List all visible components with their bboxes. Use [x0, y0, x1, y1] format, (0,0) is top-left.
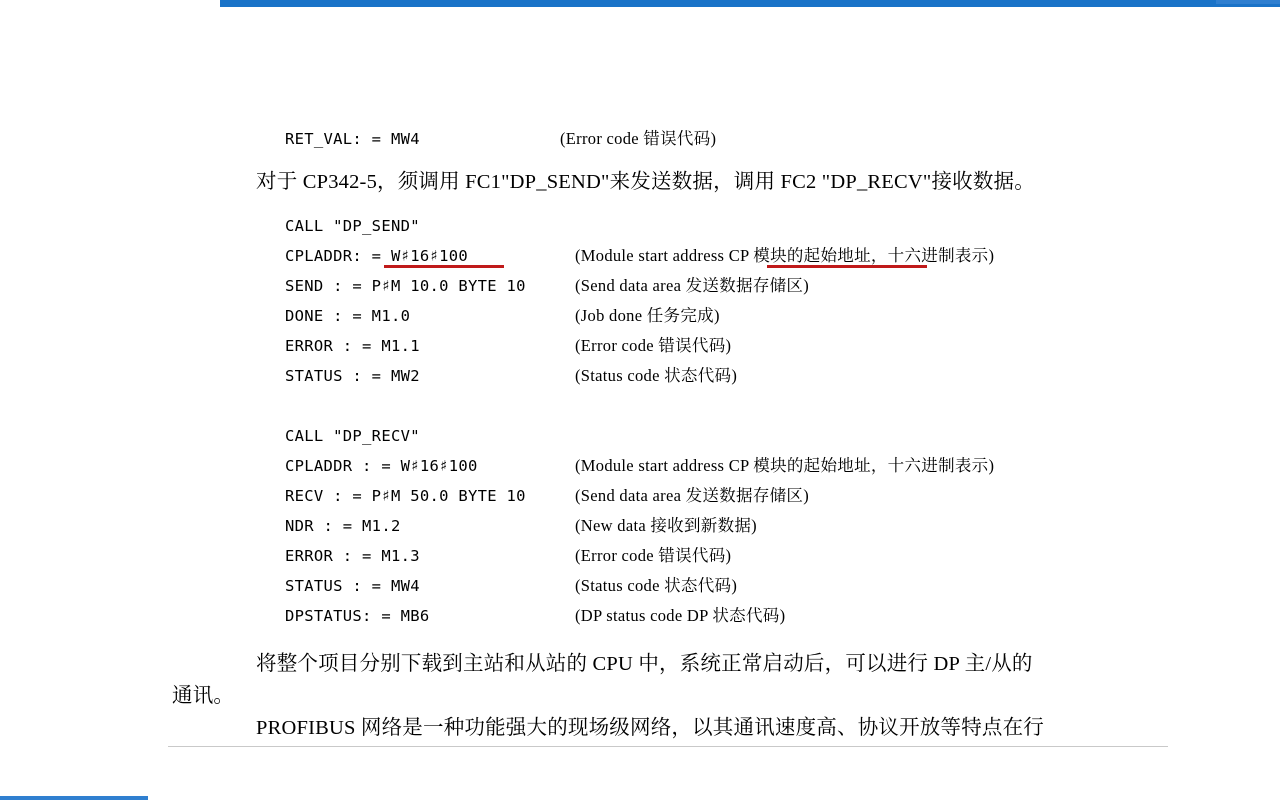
dp-recv-block — [285, 421, 1185, 631]
dp-recv-row-code-3: ERROR : = M1.3 — [285, 547, 420, 565]
dp-recv-row-comment-5: (DP status code DP 状态代码) — [575, 606, 786, 625]
dp-recv-row-comment-2: (New data 接收到新数据) — [575, 516, 757, 535]
dp-recv-row-code-5: DPSTATUS: = MB6 — [285, 607, 430, 625]
dp-send-row-comment-1: (Send data area 发送数据存储区) — [575, 276, 810, 295]
download-paragraph-line-2: 通讯。 — [172, 685, 235, 707]
intro-paragraph: 对于 CP342-5，须调用 FC1"DP_SEND"来发送数据，调用 FC2 "DP_RECV"接收数据。 — [256, 171, 1035, 193]
dp-send-row-code-4: STATUS : = MW2 — [285, 367, 420, 385]
dp-recv-row-comment-3: (Error code 错误代码) — [575, 546, 732, 565]
dp-send-block — [285, 211, 1185, 391]
profibus-paragraph: PROFIBUS 网络是一种功能强大的现场级网络，以其通讯速度高、协议开放等特点在行 — [256, 717, 1045, 739]
dp-recv-row-comment-4: (Status code 状态代码) — [575, 576, 738, 595]
dp-recv-row-comment-1: (Send data area 发送数据存储区) — [575, 486, 810, 505]
retval-line — [285, 124, 1185, 154]
dp-send-row-code-1: SEND : = P♯M 10.0 BYTE 10 — [285, 277, 526, 295]
dp-recv-row-code-0: CPLADDR : = W♯16♯100 — [285, 457, 478, 475]
page-bottom-rule — [168, 746, 1168, 747]
retval-code: RET_VAL: = MW4 — [285, 130, 420, 148]
dp-send-header: CALL "DP_SEND" — [285, 217, 420, 235]
red-underline-address-label — [767, 265, 927, 268]
dp-send-row-comment-4: (Status code 状态代码) — [575, 366, 738, 385]
dp-send-row-comment-3: (Error code 错误代码) — [575, 336, 732, 355]
dp-send-row-comment-2: (Job done 任务完成) — [575, 306, 720, 325]
red-underline-address-value — [384, 265, 504, 268]
download-paragraph-line-1: 将整个项目分别下载到主站和从站的 CPU 中，系统正常启动后，可以进行 DP 主/从的 — [256, 653, 1033, 675]
dp-send-row-code-3: ERROR : = M1.1 — [285, 337, 420, 355]
dp-recv-row-code-1: RECV : = P♯M 50.0 BYTE 10 — [285, 487, 526, 505]
dp-send-row-code-2: DONE : = M1.0 — [285, 307, 411, 325]
retval-comment: (Error code 错误代码) — [560, 129, 717, 148]
dp-recv-row-comment-0: (Module start address CP 模块的起始地址，十六进制表示) — [575, 456, 995, 475]
dp-recv-row-code-2: NDR : = M1.2 — [285, 517, 401, 535]
dp-send-row-code-0: CPLADDR: = W♯16♯100 — [285, 247, 469, 265]
dp-send-row-comment-0: (Module start address CP 模块的起始地址，十六进制表示) — [575, 246, 995, 265]
dp-recv-row-code-4: STATUS : = MW4 — [285, 577, 420, 595]
dp-recv-header: CALL "DP_RECV" — [285, 427, 420, 445]
